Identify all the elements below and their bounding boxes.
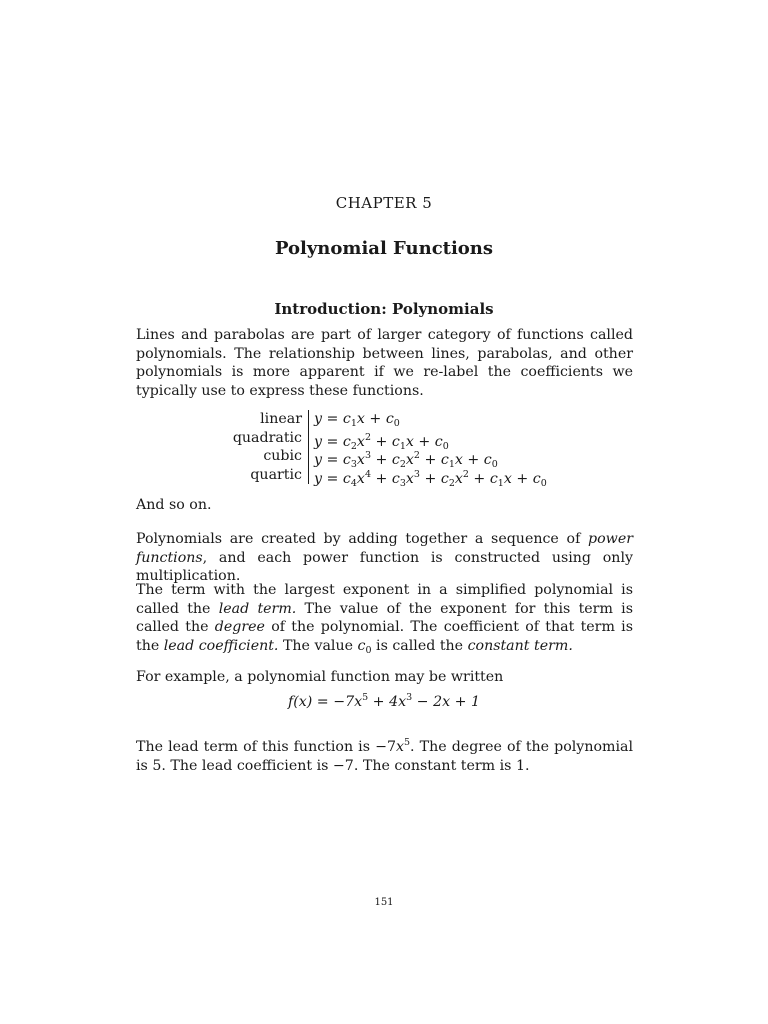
row-formula: $y = c_3x^3 + c_2x^2 + c_1x + c_0$ xyxy=(308,447,498,466)
and-so-on-text: And so on. xyxy=(136,497,212,513)
table-row xyxy=(232,410,547,429)
row-label: quadratic xyxy=(232,429,302,446)
emphasis-lead-term: lead term. xyxy=(218,600,297,617)
row-label: cubic xyxy=(263,448,302,464)
example-equation: $f(x) = -7x^5 + 4x^3 - 2x + 1$ xyxy=(287,692,481,710)
emphasis-power-functions: power functions xyxy=(136,531,633,566)
text-run: , and each power function is constructed using only multiplication. xyxy=(136,549,633,584)
row-formula: $y = c_1x + c_0$ xyxy=(308,410,400,429)
power-functions-paragraph xyxy=(136,530,633,586)
chapter-label: CHAPTER 5 xyxy=(335,194,433,212)
polynomial-table xyxy=(232,410,547,489)
text-run: The term with the largest exponent in a simplified polynomial is called the xyxy=(136,582,633,617)
row-formula: $y = c_4x^4 + c_3x^3 + c_2x^2 + c_1x + c_0$ xyxy=(308,466,547,485)
math-c0: $c_0$ xyxy=(357,637,372,656)
emphasis-constant-term: constant term. xyxy=(467,637,573,654)
emphasis-degree: degree xyxy=(214,619,265,635)
row-label: linear xyxy=(260,411,302,427)
row-formula: $y = c_2x^2 + c_1x + c_0$ xyxy=(308,429,449,448)
row-label: quartic xyxy=(250,466,302,483)
text-run: of the polynomial. The coefficient of that term is the xyxy=(136,619,633,654)
table-row xyxy=(232,466,547,489)
table-row xyxy=(232,429,547,452)
conclusion-paragraph xyxy=(136,734,633,775)
emphasis-lead-coefficient: lead coefficient. xyxy=(163,637,279,654)
text-run: . The degree of the polynomial is 5. The lead coefficient is −7. The constant term is 1. xyxy=(136,739,633,774)
page-number: 151 xyxy=(374,897,394,908)
text-run: The value of the exponent for this term is called the xyxy=(136,600,633,635)
text-run: Polynomials are created by adding together a sequence of xyxy=(136,531,589,547)
lead-term-paragraph xyxy=(136,581,633,660)
text-run: is called the xyxy=(371,637,468,654)
example-intro-text: For example, a polynomial function may be written xyxy=(136,669,504,685)
math-x5: $x^5$ xyxy=(395,737,411,755)
text-run: The lead term of this function is −7 xyxy=(136,739,396,755)
text-run: The value xyxy=(278,637,358,654)
chapter-title: Polynomial Functions xyxy=(274,238,494,259)
intro-paragraph: Lines and parabolas are part of larger category of functions called polynomials. The relationship between lines, parabolas, and other polynomials is more apparent if we re-label the coefficients we typically use to express these functions. xyxy=(136,327,633,399)
section-title: Introduction: Polynomials xyxy=(274,300,494,318)
table-row xyxy=(232,447,547,470)
